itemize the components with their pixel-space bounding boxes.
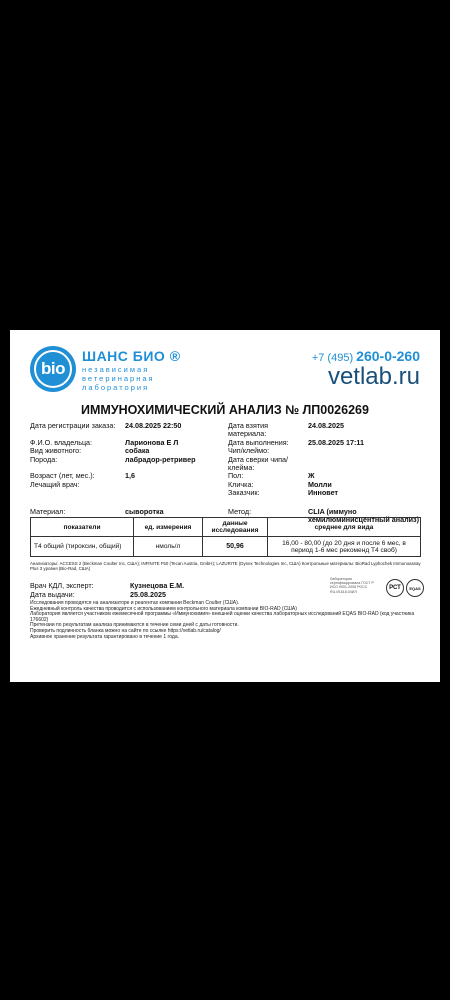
note-line: Претензии по результатам анализа принимаются в течение семи дней с даты готовности. — [30, 622, 239, 629]
info-label: Дата выполнения: — [228, 437, 289, 447]
doctor-label: Врач КДЛ, эксперт: — [30, 581, 94, 590]
brand-name: ШАНС БИО ® — [82, 348, 181, 364]
issue-date: 25.08.2025 — [130, 590, 166, 599]
info-value — [308, 447, 430, 455]
phone-main: 260-0-260 — [356, 348, 420, 364]
info-value: Ларионова Е Л — [125, 437, 179, 447]
column-header: показатели — [31, 518, 134, 537]
info-value: CLIA (иммуно хемилюминисцентный анализ) — [308, 506, 420, 525]
info-label: Дата сверки чипа/клейма: — [228, 454, 289, 473]
logo-icon: bio — [30, 346, 76, 392]
info-value: 25.08.2025 17:11 — [308, 437, 364, 447]
info-label: Материал: — [30, 506, 66, 516]
info-value: Ж — [308, 471, 315, 481]
info-value — [125, 481, 228, 489]
test-name: Т4 общий (тироксин, общий) — [31, 537, 134, 557]
info-label: Возраст (лет, мес.): — [30, 471, 95, 481]
info-label: Пол: — [228, 471, 244, 481]
phone-prefix: +7 (495) — [311, 352, 354, 364]
info-value: 24.08.2025 — [308, 421, 344, 430]
column-header: среднее для вида — [268, 518, 421, 537]
note-line: Ежедневный контроль качества проводится с использованием контрольного материала компании BIO-RAD (США) — [30, 605, 297, 612]
note-line: Лаборатория является участником ежемесячной программы «Иммунохимия» внешней оценки качества лабораторных исследований EQAS BIO-RAD (код участника 176602) — [30, 611, 415, 623]
info-value: Инновет — [308, 488, 338, 498]
note-line: Архивное хранение результата гарантировано в течение 1 года. — [30, 633, 179, 640]
info-label: Ф.И.О. владельца: — [30, 437, 93, 447]
results-table — [30, 517, 421, 557]
info-label: Дата взятия материала: — [228, 421, 269, 439]
info-value: сыворотка — [125, 506, 164, 516]
table-row — [31, 537, 421, 557]
note-line: Исследования проводятся на анализаторе и реагентах компании Beckman Coulter (США). — [30, 600, 240, 606]
info-value — [308, 456, 430, 473]
info-value: собака — [125, 446, 150, 456]
phone-number — [312, 348, 420, 364]
info-value: 24.08.2025 22:50 — [125, 421, 182, 430]
test-unit: нмоль/л — [134, 537, 203, 557]
doctor-name: Кузнецова Е.М. — [130, 581, 185, 590]
note-line: Проверить подлинность бланка можно на сайте по ссылке https://vetlab.ru/catalog/ — [30, 627, 221, 634]
info-label: Заказчик: — [228, 488, 260, 498]
analyzers-note: Анализаторы: ACCESS 2 (Beckman Coulter Inc, США); INFINITE F50 (Tecan Austria, GmbH); LAZURITE (Dynex Technologies Inc, США) Контрольные материалы: BioRad Lyphochek Immunoassay Plus 3 уровня (Bio-Rad, США) — [30, 561, 421, 572]
info-label: Кличка: — [228, 479, 254, 489]
certification-text: Лаборатория сертифицирована ГОСТ Р ИСО 9001-2008 РОСС RU.И1618.04ИЛ — [330, 577, 374, 594]
test-value: 50,96 — [203, 537, 268, 557]
info-label: Чип/клеймо: — [228, 446, 270, 456]
test-reference: 16,00 - 80,00 (до 20 дня и после 6 мес, в период 1-6 мес рекоменд Т4 своб) — [268, 537, 421, 557]
column-header: данные исследования — [203, 518, 268, 537]
report-title: ИММУНОХИМИЧЕСКИЙ АНАЛИЗ № ЛП0026269 — [81, 403, 369, 417]
website-link: vetlab.ru — [327, 363, 420, 390]
patient-info — [30, 422, 430, 524]
footer-notes — [30, 601, 425, 640]
issue-date-label: Дата выдачи: — [30, 590, 75, 599]
column-header: ед. измерения — [134, 518, 203, 537]
info-label: Метод: — [228, 506, 252, 516]
eqas-mark-icon: EQAS — [406, 579, 424, 597]
info-label: Лечащий врач: — [30, 479, 80, 489]
info-value: Молли — [308, 479, 332, 489]
info-value: 1,6 — [125, 471, 135, 481]
lab-report-document — [10, 330, 440, 682]
brand-subtitle: независимая ветеринарная лаборатория — [82, 365, 155, 392]
doctor-block — [30, 581, 184, 599]
info-label: Порода: — [30, 454, 58, 464]
info-value: лабрадор-ретривер — [125, 454, 196, 464]
info-label: Дата регистрации заказа: — [30, 421, 116, 430]
rst-mark-icon: РСТ — [386, 579, 404, 597]
info-label: Вид животного: — [30, 446, 82, 456]
